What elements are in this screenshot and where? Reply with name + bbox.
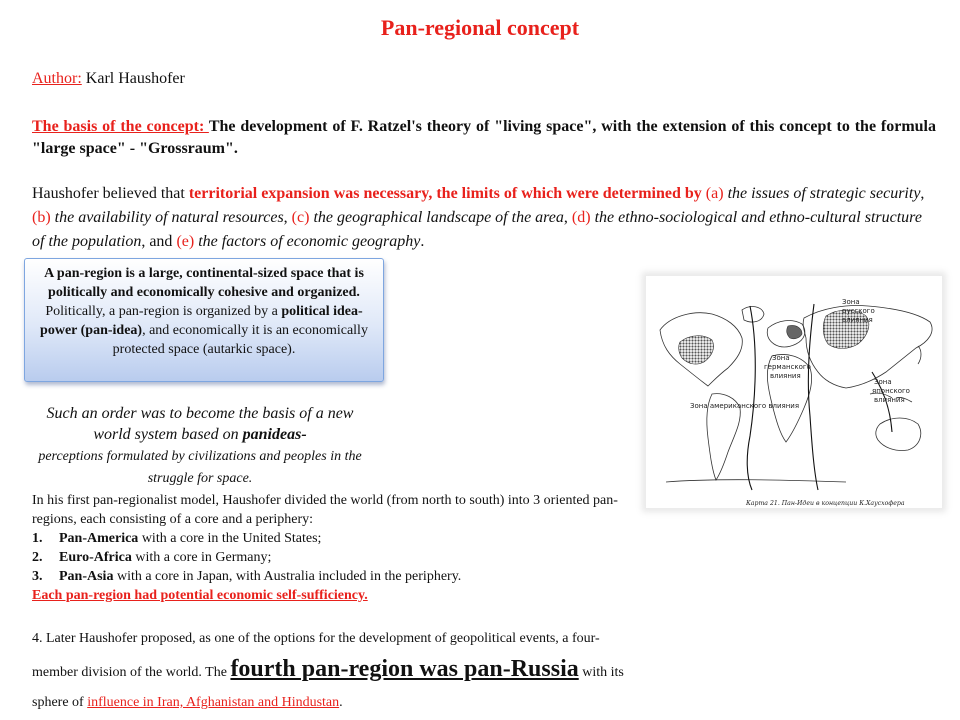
germany-core-shading — [787, 325, 802, 338]
author-line — [32, 70, 185, 88]
concept-basis — [32, 116, 936, 160]
region-name: Pan-America — [59, 531, 139, 546]
self-sufficiency-note: Each pan-region had potential economic self-sufficiency. — [32, 588, 368, 603]
world-map-drawing — [646, 276, 942, 508]
list-number: 1. — [32, 531, 43, 546]
expansion-lead: Haushofer believed that — [32, 185, 189, 202]
panideas-definition: perceptions formulated by civilizations and peoples in the struggle for space. — [38, 449, 362, 486]
zone-boundaries — [747, 304, 892, 490]
definition-text-2: , and economically it is an economically protected space (autarkic space). — [112, 323, 368, 357]
pan-russia-paragraph — [32, 624, 632, 718]
region-name: Pan-Asia — [59, 569, 114, 584]
american-zone-label: Зона американского влияния — [690, 402, 800, 410]
japanese-zone-label-3: влияния — [874, 396, 905, 404]
region-core: with a core in Japan, with Australia included in the periphery. — [113, 569, 462, 584]
factor-text-d: the ethno-sociological and ethno-cultural structure of the population — [32, 209, 922, 250]
russian-zone-label-2: русского — [842, 307, 875, 315]
basis-text: The development of F. Ratzel's theory of "living space", with the extension of this concept to the formula "large space" - "Grossraum". — [32, 118, 936, 157]
expansion-emphasis: territorial expansion was necessary, the limits of which were determined by — [188, 185, 702, 202]
factor-mark-e: (e) — [176, 233, 195, 250]
german-zone-label-3: влияния — [770, 372, 801, 380]
list-item — [32, 548, 632, 567]
pan-region-definition-box — [24, 258, 384, 382]
panideas-term: panideas- — [242, 426, 307, 443]
basis-label: The basis of the concept: — [32, 118, 209, 135]
world-order-line: Such an order was to become the basis of a new world system based on — [46, 405, 354, 443]
list-number: 3. — [32, 569, 43, 584]
list-item — [32, 567, 632, 586]
japanese-zone-label-2: японского — [872, 387, 910, 395]
influence-link[interactable]: influence in Iran, Afghanistan and Hindustan — [87, 695, 340, 710]
map-caption: Карта 21. Пан-Идеи в концепции К.Хаусхофера — [746, 500, 905, 507]
pan-russia-middle: with its sphere of — [32, 665, 624, 710]
list-number: 2. — [32, 550, 43, 565]
region-core: with a core in the United States; — [138, 531, 322, 546]
region-name: Euro-Africa — [59, 550, 132, 565]
factor-mark-c: (c) — [291, 209, 310, 226]
pan-russia-highlight: fourth pan-region was pan-Russia — [230, 656, 579, 682]
factor-and: and — [149, 233, 173, 250]
german-zone-label-2: германского — [764, 363, 811, 371]
factor-mark-a: (a) — [705, 185, 724, 202]
pan-ideas-world-map — [646, 276, 942, 508]
expansion-paragraph: Haushofer believed that territorial expansion was necessary, the limits of which were determined by (a) the issues of strategic security, (b) the availability of natural resources, (c) the geographical landscape of the area, (d) the ethno-sociological and ethno-cultural structure of the population, and (e) the factors of economic geography. — [32, 185, 925, 250]
definition-text-1: Politically, a pan-region is organized by a — [45, 304, 282, 319]
factor-mark-d: (d) — [571, 209, 591, 226]
model-intro: In his first pan-regionalist model, Haushofer divided the world (from north to south) into 3 oriented pan-regions, each consisting of a core and a periphery: — [32, 493, 618, 527]
factor-text-b: the availability of natural resources — [54, 209, 284, 226]
russian-zone-label-3: влияния — [842, 316, 873, 324]
pan-region-list — [32, 529, 632, 586]
japanese-zone-label-1: Зона — [874, 378, 892, 386]
russian-zone-label-1: Зона — [842, 298, 860, 306]
german-zone-label-1: Зона — [772, 354, 790, 362]
pan-russia-end: . — [339, 695, 343, 710]
pan-russia-lead: 4. Later Haushofer proposed, as one of the options for the development of geopolitical events, a four-member division of the world. The — [32, 631, 600, 680]
author-label: Author: — [32, 70, 82, 87]
page-title: Pan-regional concept — [380, 15, 580, 40]
factor-text-a: the issues of strategic security — [727, 185, 921, 202]
author-name: Karl Haushofer — [85, 70, 185, 87]
factor-mark-b: (b) — [32, 209, 51, 226]
region-core: with a core in Germany; — [131, 550, 272, 565]
world-order-note — [30, 403, 370, 489]
list-item — [32, 529, 632, 548]
factor-text-e: the factors of economic geography — [198, 233, 421, 250]
america-core-shading — [679, 336, 714, 364]
definition-bold-1: A pan-region is a large, continental-sized space that is politically and economically cohesive and organized. — [44, 266, 364, 300]
zone-labels — [690, 298, 910, 410]
factor-text-c: the geographical landscape of the area — [313, 209, 564, 226]
pan-region-model — [32, 491, 632, 605]
definition-bold-2: political idea-power (pan-idea) — [40, 304, 363, 338]
